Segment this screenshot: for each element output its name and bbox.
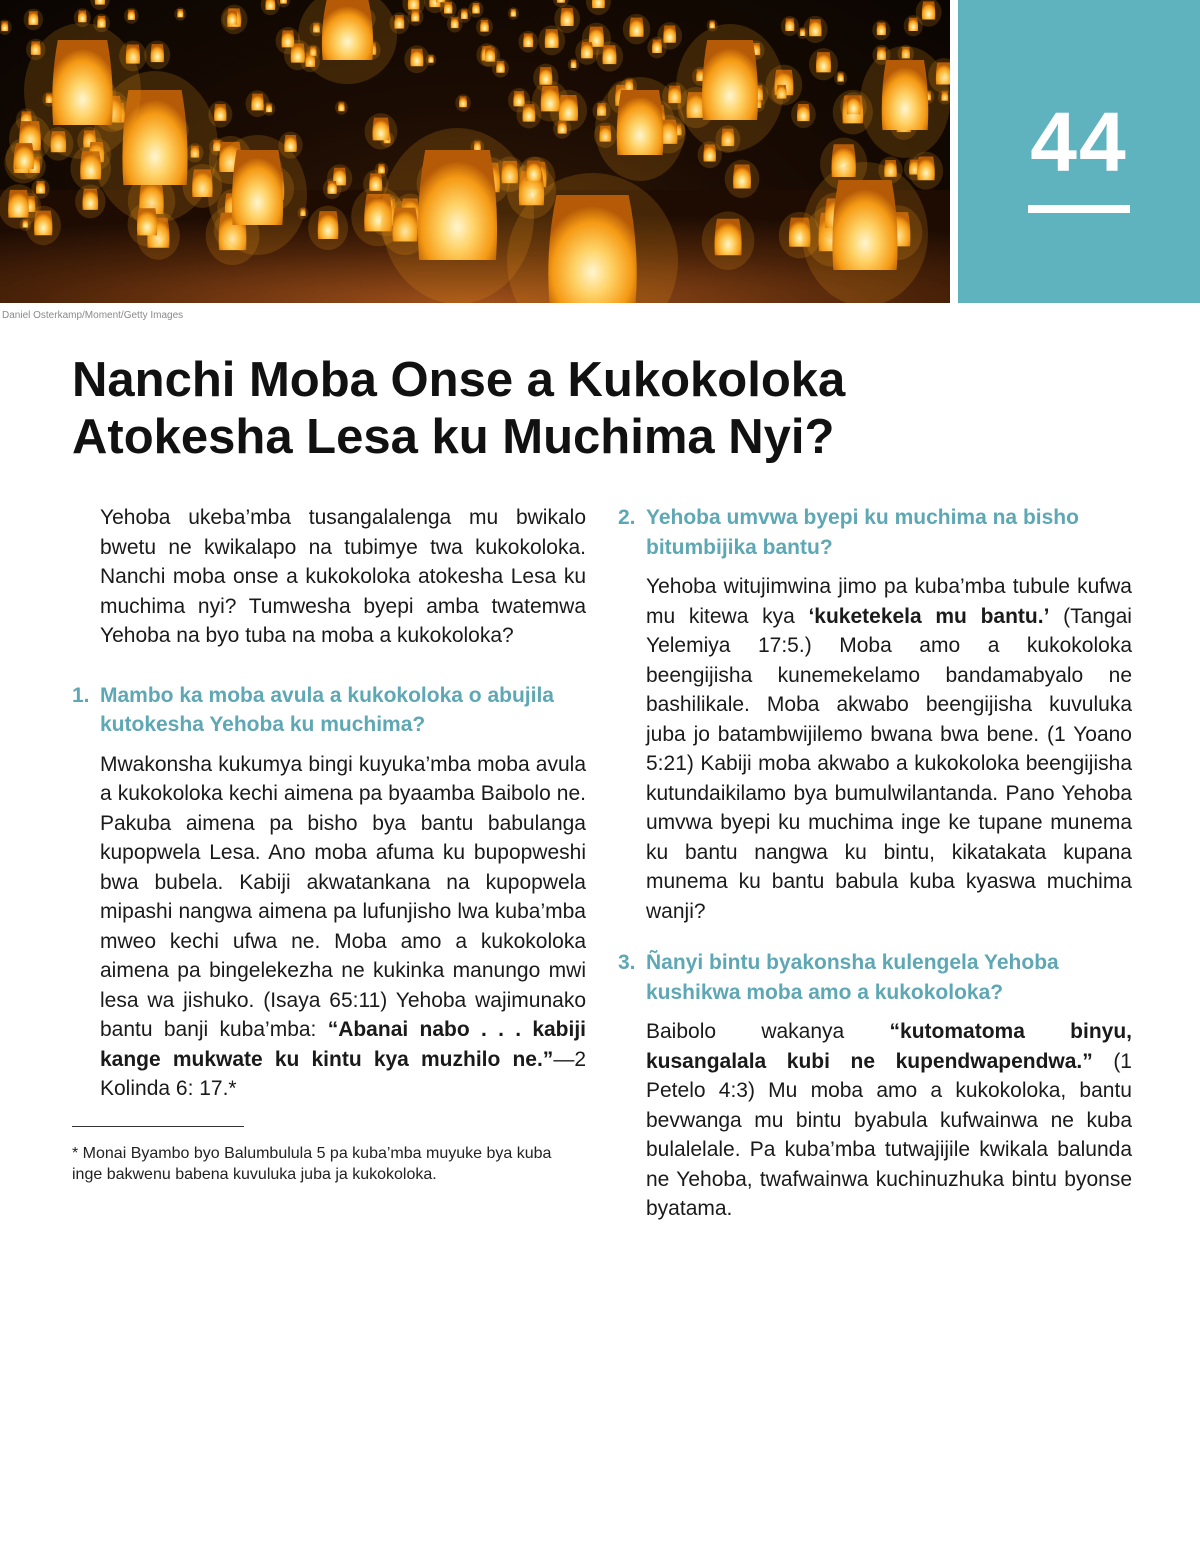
lantern xyxy=(426,54,437,66)
lantern xyxy=(702,212,755,270)
lantern xyxy=(24,23,141,159)
answer-2-lead: Yehoba witujimwina jimo pa kuba’mba tubule kufwa mu kitewa kya xyxy=(646,575,1132,628)
lantern xyxy=(725,160,760,198)
lantern xyxy=(809,48,838,80)
lesson-number: 44 xyxy=(1030,95,1128,189)
question-3-text: Ñanyi bintu byakonsha kulengela Yehoba kushikwa moba amo a kukokoloka? xyxy=(646,951,1059,1004)
right-column xyxy=(618,503,1132,1224)
lantern xyxy=(781,16,799,36)
lantern xyxy=(860,46,950,158)
answer-2 xyxy=(646,572,1132,926)
lantern xyxy=(575,39,598,65)
answer-3-bold: “kutomatoma binyu, kusangalala kubi ne kupendwapendwa.” xyxy=(646,1020,1132,1073)
lantern xyxy=(476,18,493,37)
lantern xyxy=(834,71,847,85)
lantern xyxy=(323,178,342,199)
answer-3 xyxy=(646,1017,1132,1224)
lantern xyxy=(222,8,242,30)
photo-credit: Daniel Osterkamp/Moment/Getty Images xyxy=(2,310,184,321)
lantern xyxy=(174,7,186,20)
lesson-title: Nanchi Moba Onse a Kukokoloka Atokesha Lesa ku Muchima Nyi? xyxy=(72,353,846,464)
lantern xyxy=(335,101,348,115)
lantern xyxy=(365,113,398,149)
question-3-number: 3. xyxy=(618,951,636,974)
answer-3-lead: Baibolo wakanya xyxy=(646,1020,890,1043)
question-2-text: Yehoba umvwa byepi ku muchima na bisho bitumbijika bantu? xyxy=(646,506,1079,559)
footnote-divider xyxy=(72,1126,244,1127)
lantern xyxy=(676,24,784,152)
answer-1-tail: —2 Kolinda 6: 17.* xyxy=(100,1047,586,1100)
lantern xyxy=(0,184,39,229)
lantern xyxy=(208,135,307,255)
lantern xyxy=(261,0,280,15)
lantern xyxy=(144,40,170,69)
lantern xyxy=(468,1,483,18)
lantern xyxy=(0,19,12,34)
lantern xyxy=(516,101,541,129)
question-1-number: 1. xyxy=(72,683,90,707)
answer-2-bold: ‘kuketekela mu bantu.’ xyxy=(808,604,1050,628)
lantern xyxy=(596,41,623,71)
lantern xyxy=(308,206,348,250)
answer-2-tail: (Tangai Yelemiya 17:5.) Moba amo a kukokoloka beengijisha kunemekelamo bandamabyalo ne bashilikale. Moba akwabo beengijisha kuvuluka juba jo batambwijilemo bwana bwa bene. (1 Yoano 5:21) Kabiji moba akwabo a kukokoloka beengijisha kutundaikilamo bya bumulwilantanda. Pano Yehoba umvwa byepi ku muchima inge ke tupane munema ku bantu nangwa ku bintu, kikatakata kupana munema ku bantu babula kuba kyaswa muchima wanji? xyxy=(646,604,1132,923)
lesson-number-underline xyxy=(1028,205,1130,213)
lantern xyxy=(6,138,43,179)
question-1 xyxy=(72,681,586,740)
lantern xyxy=(518,31,538,53)
question-2 xyxy=(618,503,1132,562)
lantern xyxy=(538,25,565,55)
lantern xyxy=(20,218,31,231)
lantern xyxy=(508,7,519,19)
answer-3-tail: (1 Petelo 4:3) Mu moba amo a kukokoloka, bantu bevwanga mu bintu byabula kufwainwa ne kuba bulalelale. Pa kuba’mba tutwajijile kwikala balunda ne Yehoba, twafwainwa kuchinuzhuka bintu byonse byatama. xyxy=(646,1049,1132,1220)
answer-1-bold: “Abanai nabo . . . kabiji kange mukwate ku kintu kya muzhilo ne.” xyxy=(100,1018,587,1071)
lantern xyxy=(533,64,558,92)
answer-1-lead: Mwakonsha kukumya bingi kuyuka’mba moba avula a kukokoloka kechi aimena pa byaamba Baibolo ne. Pakuba aimena pa bisho bya bantu babulanga kupopwela Lesa. Ano moba afuma ku bupopweshi bwa bubela. Kabiji akwatankana na kupopwela mipashi nangwa aimena pa lufunjisho lwa kuba’mba mweo kechi ufwa ne. Moba amo a kukokoloka aimena pa bingelekezha ne kukinka manungo mwi lesa wa jishuko. (Isaya 65:11) Yehoba wajimunako bantu banji kuba’mba: xyxy=(100,752,586,1041)
lantern xyxy=(124,8,138,24)
lesson-number-panel xyxy=(958,0,1200,303)
lantern xyxy=(276,27,301,54)
intro-paragraph: Yehoba ukeba’mba tusangalalenga mu bwikalo bwetu ne kwikalapo na tubimye twa kukokoloka. Nanchi moba onse a kukokoloka atokesha Lesa ku muchima nyi? Tumwesha byepi amba twatemwa Yehoba na byo tuba na moba a kukokoloka? xyxy=(100,506,586,647)
lantern xyxy=(263,102,275,116)
lantern xyxy=(568,58,580,71)
lantern xyxy=(595,77,685,181)
lantern xyxy=(447,15,462,32)
lantern xyxy=(586,0,611,15)
question-1-text: Mambo ka moba avula a kukokoloka o abujila kutokesha Yehoba ku muchima? xyxy=(100,683,554,736)
left-column xyxy=(72,503,587,1185)
question-2-number: 2. xyxy=(618,506,636,529)
lantern xyxy=(657,22,682,49)
lantern xyxy=(24,9,43,31)
answer-1 xyxy=(100,750,586,1104)
lantern xyxy=(797,27,808,39)
lantern xyxy=(802,162,928,303)
lantern xyxy=(791,101,816,128)
lantern xyxy=(455,94,471,111)
question-3 xyxy=(618,948,1132,1007)
lantern xyxy=(872,20,890,40)
lantern-photo xyxy=(0,0,950,303)
lantern xyxy=(553,118,571,138)
footnote: * Monai Byambo byo Balumbulula 5 pa kuba’mba muyuke bya kuba inge bakwenu babena kuvuluka juba ja kukokoloka. xyxy=(72,1144,552,1183)
lantern xyxy=(904,15,923,36)
lantern xyxy=(90,0,110,10)
lantern xyxy=(909,152,943,190)
lantern xyxy=(492,59,509,78)
lantern xyxy=(623,14,650,45)
